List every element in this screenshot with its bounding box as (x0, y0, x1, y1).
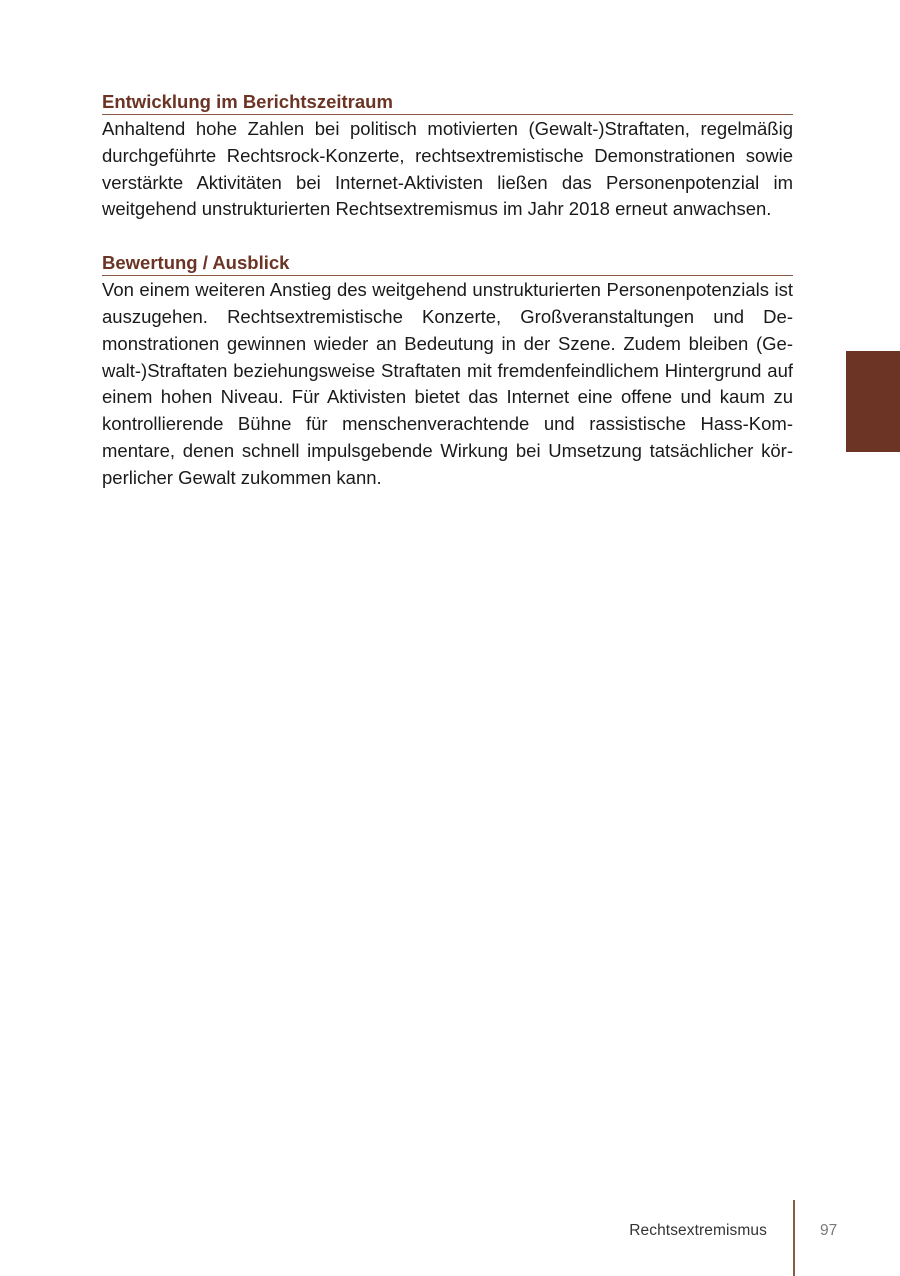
footer-divider (793, 1200, 795, 1276)
section-assessment (102, 251, 793, 491)
chapter-side-tab (846, 351, 900, 452)
section-heading: Bewertung / Ausblick (102, 251, 793, 276)
footer-chapter-label: Rechtsextremismus (629, 1222, 767, 1239)
section-development (102, 90, 793, 223)
page-number: 97 (820, 1222, 838, 1239)
section-paragraph: Anhaltend hohe Zahlen bei politisch motivierten (Gewalt-)Straftaten, regelmäßig durchgeführte Rechtsrock-Konzerte, rechtsextremistische Demonstrationen sowie verstärkte Aktivitäten bei Internet-Aktivisten ließen das Personenpotenzial im weitgehend unstrukturierten Rechtsextremismus im Jahr 2018 erneut anwachsen. (102, 118, 793, 220)
section-heading: Entwicklung im Berichtszeitraum (102, 90, 793, 115)
section-paragraph: Von einem weiteren Anstieg des weitgehend unstrukturierten Personenpotenzials ist auszugehen. Rechtsextremistische Konzerte, Großveranstaltungen und Demonstrationen gewinnen wieder an Bedeutung in der Szene. Zudem bleiben (Gewalt-)Straftaten beziehungsweise Straftaten mit fremdenfeindlichem Hintergrund auf einem hohen Niveau. Für Aktivisten bietet das Internet eine offene und kaum zu kontrollierende Bühne für menschenverachtende und rassistische Hass-Kommentare, denen schnell impulsgebende Wirkung bei Umsetzung tatsächlicher körperlicher Gewalt zukommen kann. (102, 279, 793, 488)
page-content (102, 90, 793, 520)
